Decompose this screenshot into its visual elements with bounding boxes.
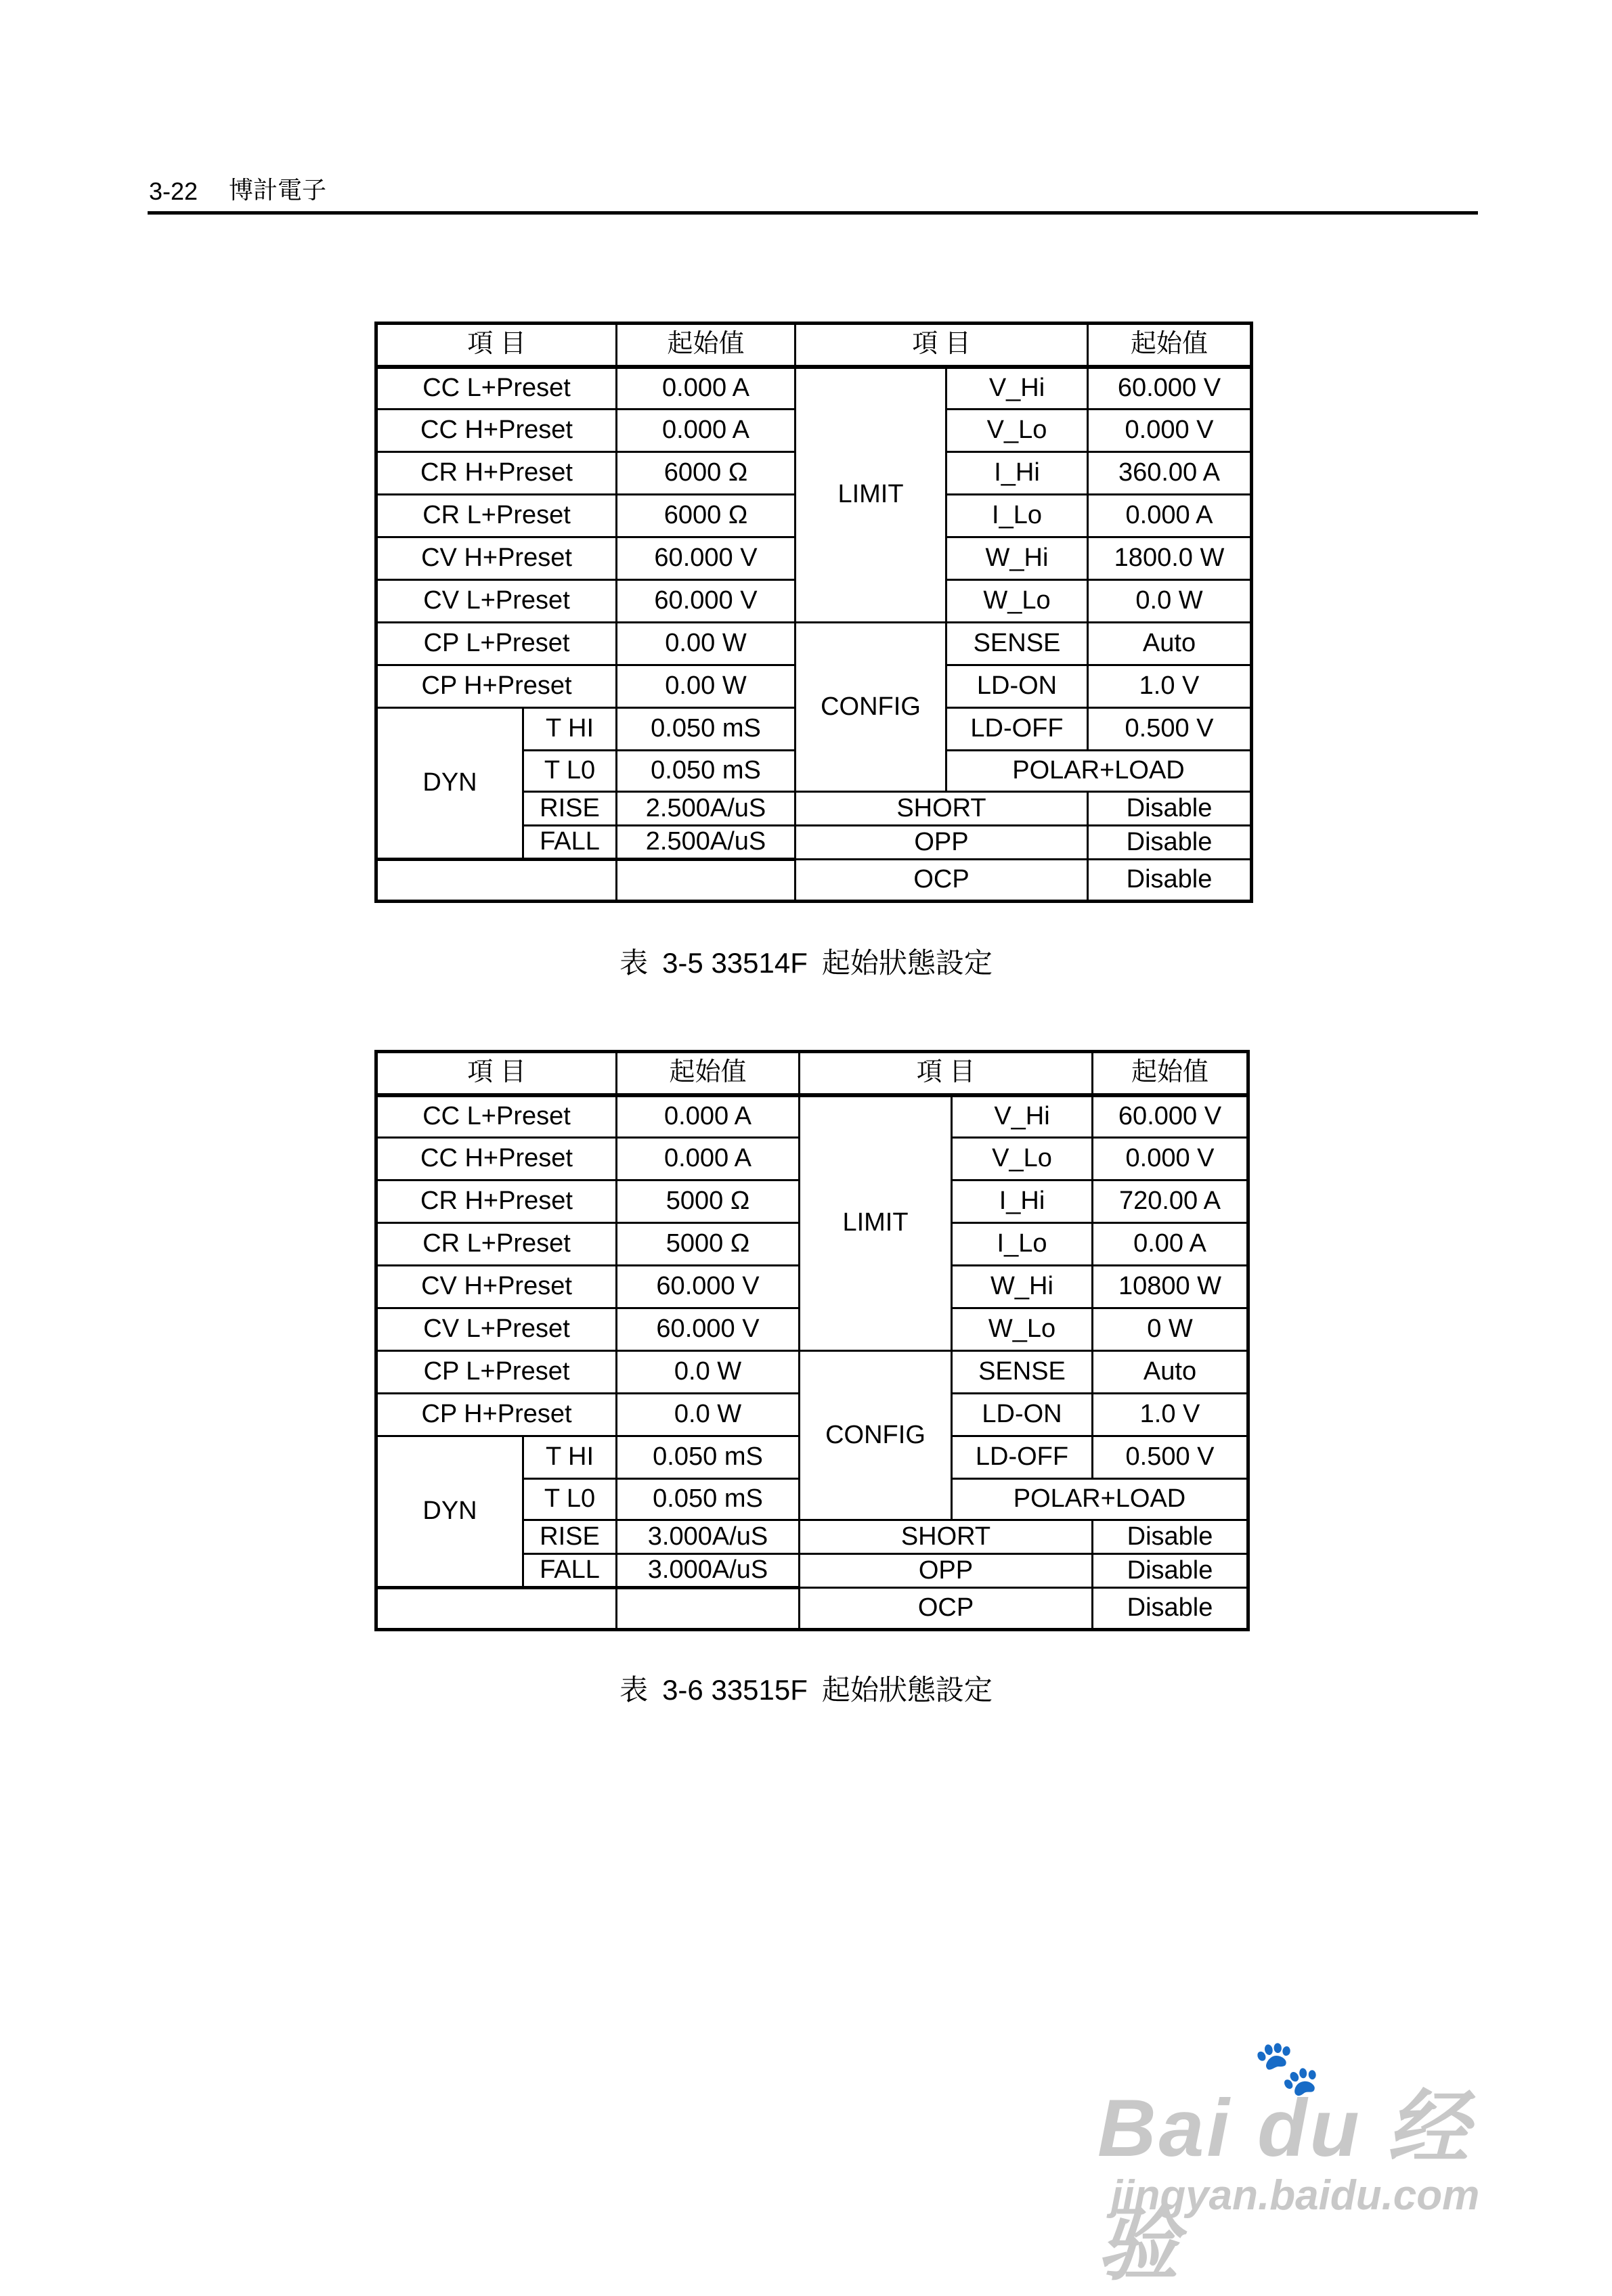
config-name: SENSE xyxy=(952,1351,1093,1394)
table-caption xyxy=(0,941,1612,981)
caption-title: 起始狀態設定 xyxy=(821,1674,993,1706)
dyn-name: FALL xyxy=(523,826,617,860)
page-number: 3-22 xyxy=(149,177,198,205)
preset-value: 60.000 V xyxy=(617,1266,800,1308)
preset-value: 60.000 V xyxy=(617,580,796,623)
dyn-name: FALL xyxy=(523,1554,617,1588)
company-name: 博計電子 xyxy=(229,176,327,204)
preset-name: CP L+Preset xyxy=(376,623,617,665)
limit-name: I_Hi xyxy=(946,452,1088,495)
preset-value: 60.000 V xyxy=(617,1308,800,1351)
limit-name: V_Lo xyxy=(952,1138,1093,1180)
preset-value: 6000 Ω xyxy=(617,452,796,495)
preset-name: CC L+Preset xyxy=(376,367,617,410)
empty-cell xyxy=(376,1588,617,1630)
preset-name: CP H+Preset xyxy=(376,1394,617,1436)
limit-value: 0.000 V xyxy=(1093,1138,1248,1180)
preset-value: 0.000 A xyxy=(617,367,796,410)
caption-prefix: 表 xyxy=(619,1674,649,1706)
watermark-logo: Bai du 经验 xyxy=(1097,2083,1472,2290)
dyn-name: T L0 xyxy=(523,1479,617,1520)
protection-name: SHORT xyxy=(796,792,1088,826)
caption-prefix: 表 xyxy=(619,947,649,979)
config-name: SENSE xyxy=(946,623,1088,665)
limit-value: 60.000 V xyxy=(1093,1095,1248,1138)
config-name: LD-OFF xyxy=(952,1436,1093,1479)
config-value: 1.0 V xyxy=(1088,665,1252,708)
limit-name: W_Hi xyxy=(946,537,1088,580)
preset-name: CR L+Preset xyxy=(376,495,617,537)
protection-value: Disable xyxy=(1093,1588,1248,1630)
config-group-label: CONFIG xyxy=(796,623,946,792)
limit-value: 0.0 W xyxy=(1088,580,1252,623)
limit-group-label: LIMIT xyxy=(800,1095,952,1351)
limit-value: 0 W xyxy=(1093,1308,1248,1351)
protection-name: OCP xyxy=(796,860,1088,902)
preset-name: CV L+Preset xyxy=(376,1308,617,1351)
preset-name: CV H+Preset xyxy=(376,1266,617,1308)
empty-cell xyxy=(617,1588,800,1630)
watermark-url: jingyan.baidu.com xyxy=(1111,2172,1480,2219)
limit-name: W_Lo xyxy=(946,580,1088,623)
limit-value: 10800 W xyxy=(1093,1266,1248,1308)
preset-name: CV L+Preset xyxy=(376,580,617,623)
preset-value: 0.0 W xyxy=(617,1351,800,1394)
limit-name: I_Lo xyxy=(952,1223,1093,1266)
limit-name: V_Hi xyxy=(946,367,1088,410)
protection-name: SHORT xyxy=(800,1520,1093,1554)
config-value: 0.500 V xyxy=(1088,708,1252,751)
limit-value: 0.000 A xyxy=(1088,495,1252,537)
polar-load-label: POLAR+LOAD xyxy=(946,751,1252,792)
limit-name: V_Lo xyxy=(946,410,1088,452)
limit-value: 60.000 V xyxy=(1088,367,1252,410)
initial-state-table-33514f xyxy=(374,322,1253,903)
dyn-value: 2.500A/uS xyxy=(617,826,796,860)
config-name: LD-ON xyxy=(952,1394,1093,1436)
dyn-name: T HI xyxy=(523,1436,617,1479)
config-value: 0.500 V xyxy=(1093,1436,1248,1479)
header-item: 項 目 xyxy=(376,1052,617,1095)
preset-value: 6000 Ω xyxy=(617,495,796,537)
dyn-value: 2.500A/uS xyxy=(617,792,796,826)
protection-value: Disable xyxy=(1093,1554,1248,1588)
preset-name: CC H+Preset xyxy=(376,1138,617,1180)
config-value: Auto xyxy=(1088,623,1252,665)
header-item: 項 目 xyxy=(800,1052,1093,1095)
dyn-group-label: DYN xyxy=(376,1436,523,1588)
protection-name: OCP xyxy=(800,1588,1093,1630)
config-name: LD-OFF xyxy=(946,708,1088,751)
limit-value: 0.00 A xyxy=(1093,1223,1248,1266)
protection-name: OPP xyxy=(796,826,1088,860)
polar-load-label: POLAR+LOAD xyxy=(952,1479,1248,1520)
preset-name: CP L+Preset xyxy=(376,1351,617,1394)
baidu-watermark xyxy=(1097,2037,1517,2290)
initial-state-table-33515f xyxy=(374,1050,1250,1631)
dyn-name: RISE xyxy=(523,1520,617,1554)
caption-title: 起始狀態設定 xyxy=(821,947,993,979)
header-item: 項 目 xyxy=(796,324,1088,367)
dyn-value: 0.050 mS xyxy=(617,751,796,792)
limit-group-label: LIMIT xyxy=(796,367,946,623)
limit-name: W_Lo xyxy=(952,1308,1093,1351)
header-item: 項 目 xyxy=(376,324,617,367)
protection-value: Disable xyxy=(1088,792,1252,826)
caption-number: 3-6 33515F xyxy=(662,1674,808,1706)
preset-value: 0.000 A xyxy=(617,1138,800,1180)
header-initial: 起始值 xyxy=(1093,1052,1248,1095)
preset-name: CC L+Preset xyxy=(376,1095,617,1138)
preset-name: CR H+Preset xyxy=(376,452,617,495)
config-name: LD-ON xyxy=(946,665,1088,708)
preset-value: 5000 Ω xyxy=(617,1223,800,1266)
header-initial: 起始值 xyxy=(617,324,796,367)
empty-cell xyxy=(617,860,796,902)
protection-value: Disable xyxy=(1088,860,1252,902)
config-value: Auto xyxy=(1093,1351,1248,1394)
limit-name: I_Lo xyxy=(946,495,1088,537)
caption-number: 3-5 33514F xyxy=(662,947,808,979)
page-header xyxy=(148,171,1478,215)
protection-value: Disable xyxy=(1093,1520,1248,1554)
preset-value: 0.000 A xyxy=(617,1095,800,1138)
config-group-label: CONFIG xyxy=(800,1351,952,1520)
dyn-name: T HI xyxy=(523,708,617,751)
dyn-name: T L0 xyxy=(523,751,617,792)
preset-value: 5000 Ω xyxy=(617,1180,800,1223)
dyn-value: 0.050 mS xyxy=(617,708,796,751)
limit-value: 1800.0 W xyxy=(1088,537,1252,580)
preset-name: CP H+Preset xyxy=(376,665,617,708)
limit-value: 360.00 A xyxy=(1088,452,1252,495)
dyn-group-label: DYN xyxy=(376,708,523,860)
empty-cell xyxy=(376,860,617,902)
paw-icon: 🐾 xyxy=(1253,2037,1321,2098)
limit-name: V_Hi xyxy=(952,1095,1093,1138)
header-initial: 起始值 xyxy=(1088,324,1252,367)
dyn-name: RISE xyxy=(523,792,617,826)
preset-value: 0.0 W xyxy=(617,1394,800,1436)
dyn-value: 0.050 mS xyxy=(617,1436,800,1479)
preset-name: CR H+Preset xyxy=(376,1180,617,1223)
dyn-value: 0.050 mS xyxy=(617,1479,800,1520)
limit-value: 720.00 A xyxy=(1093,1180,1248,1223)
dyn-value: 3.000A/uS xyxy=(617,1520,800,1554)
dyn-value: 3.000A/uS xyxy=(617,1554,800,1588)
protection-name: OPP xyxy=(800,1554,1093,1588)
protection-value: Disable xyxy=(1088,826,1252,860)
preset-value: 60.000 V xyxy=(617,537,796,580)
limit-value: 0.000 V xyxy=(1088,410,1252,452)
preset-value: 0.00 W xyxy=(617,665,796,708)
table-caption xyxy=(0,1668,1612,1708)
preset-name: CR L+Preset xyxy=(376,1223,617,1266)
limit-name: I_Hi xyxy=(952,1180,1093,1223)
preset-value: 0.000 A xyxy=(617,410,796,452)
preset-name: CC H+Preset xyxy=(376,410,617,452)
preset-value: 0.00 W xyxy=(617,623,796,665)
preset-name: CV H+Preset xyxy=(376,537,617,580)
config-value: 1.0 V xyxy=(1093,1394,1248,1436)
limit-name: W_Hi xyxy=(952,1266,1093,1308)
header-initial: 起始值 xyxy=(617,1052,800,1095)
